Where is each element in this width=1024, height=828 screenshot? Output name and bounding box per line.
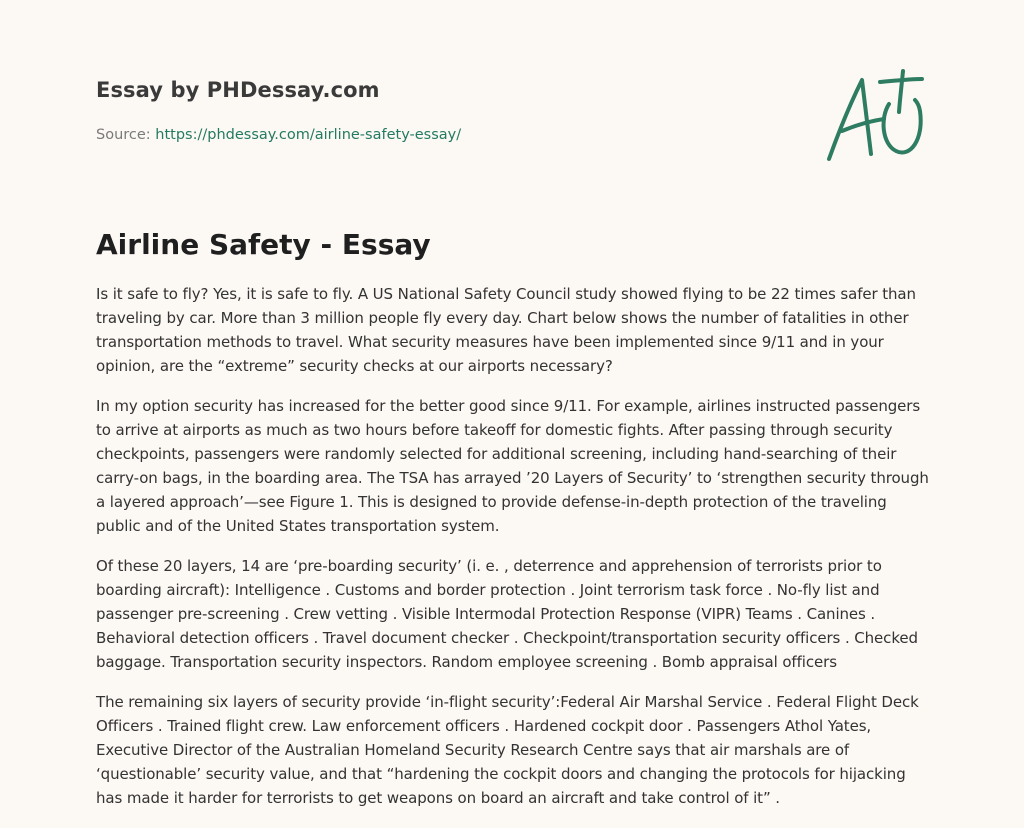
source-link[interactable]: https://phdessay.com/airline-safety-essay/ [155,127,462,143]
source-label: Source: [96,127,156,143]
essay-body [96,226,930,826]
essay-title: Airline Safety - Essay [96,228,431,261]
essay-paragraph: Of these 20 layers, 14 are ‘pre-boarding security’ (i. e. , deterrence and apprehension of terrorists prior to boarding aircraft): Intelligence . Customs and border protection . Joint terrorism task force . No-fly list and passenger pre-screening . Crew vetting . Visible Intermodal Protection Response (VIPR) Teams . Canines . Behavioral detection officers . Travel document checker . Checkpoint/transportation security officers . Checked baggage. Transportation security inspectors. Random employee screening . Bomb appraisal officers [96,557,918,671]
essay-paragraph: Is it safe to fly? Yes, it is safe to fly. A US National Safety Council study showed flying to be 22 times safer than traveling by car. More than 3 million people fly every day. Chart below shows the number of fatalities in other transportation methods to travel. What security measures have been implemented since 9/11 and in your opinion, are the “extreme” security checks at our airports necessary? [96,285,916,375]
essay-paragraph: The remaining six layers of security provide ‘in-flight security’:Federal Air Marshal Service . Federal Flight Deck Officers . Trained flight crew. Law enforcement officers . Hardened cockpit door . Passengers Athol Yates, Executive Director of the Australian Homeland Security Research Centre says that air marshals are of ‘questionable’ security value, and that “hardening the cockpit doors and changing the protocols for hijacking has made it harder for terrorists to get weapons on board an aircraft and take control of it” . [96,693,919,807]
site-title: Essay by PHDessay.com [96,78,380,102]
a-plus-logo-icon [820,66,930,166]
source-line [96,125,926,145]
essay-header [96,76,926,145]
essay-paragraph: In my option security has increased for the better good since 9/11. For example, airlines instructed passengers to arrive at airports as much as two hours before takeoff for domestic fights. After passing through security checkpoints, passengers were randomly selected for additional screening, including hand-searching of their carry-on bags, in the boarding area. The TSA has arrayed ’20 Layers of Security’ to ‘strengthen security through a layered approach’—see Figure 1. This is designed to provide defense-in-depth protection of the traveling public and of the United States transportation system. [96,397,929,535]
